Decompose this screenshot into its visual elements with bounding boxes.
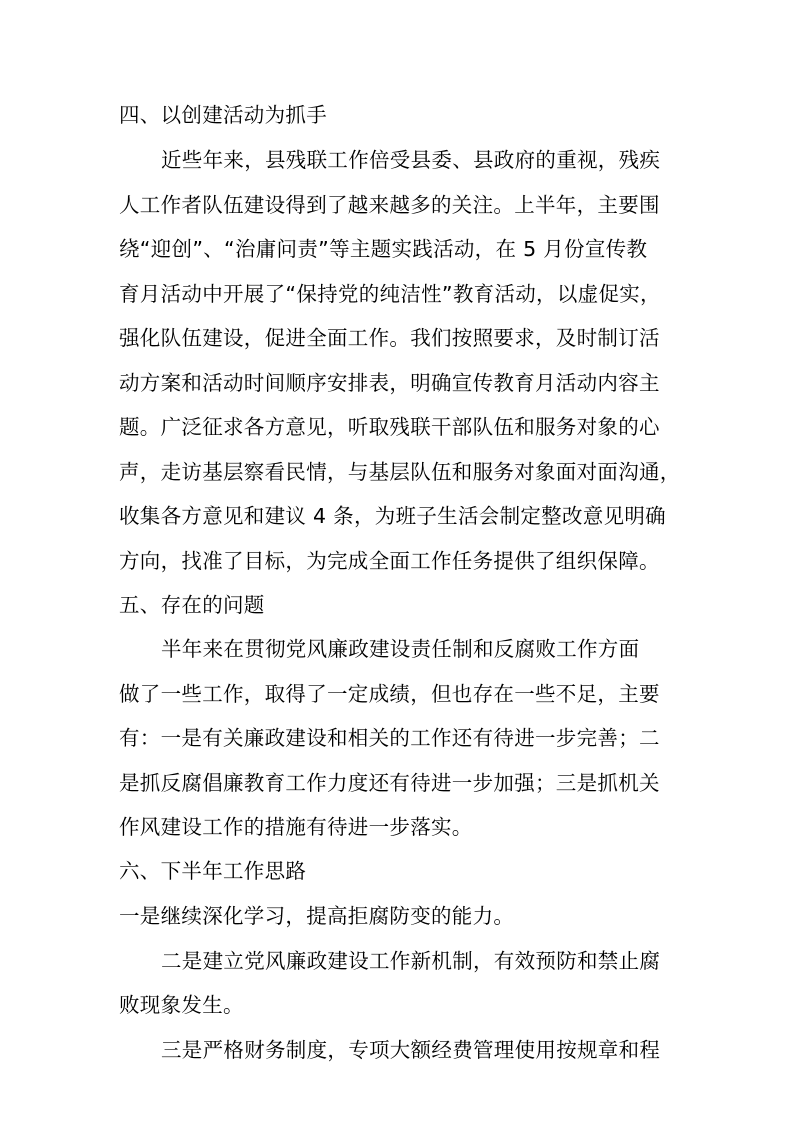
section-heading: 四、以创建活动为抓手 bbox=[119, 103, 327, 127]
paragraph-line: 动方案和活动时间顺序安排表，明确宣传教育月活动内容主 bbox=[119, 371, 660, 395]
paragraph-line: 二是建立党风廉政建设工作新机制，有效预防和禁止腐 bbox=[161, 949, 661, 973]
section-heading: 六、下半年工作思路 bbox=[119, 859, 307, 883]
paragraph-line: 声，走访基层察看民情，与基层队伍和服务对象面对面沟通， bbox=[119, 460, 681, 484]
paragraph-line: 题。广泛征求各方意见，听取残联干部队伍和服务对象的心 bbox=[119, 415, 660, 439]
paragraph-line: 强化队伍建设，促进全面工作。我们按照要求，及时制订活 bbox=[119, 326, 660, 350]
paragraph-line: 人工作者队伍建设得到了越来越多的关注。上半年，主要围 bbox=[119, 193, 660, 217]
paragraph-line: 做了一些工作，取得了一定成绩，但也存在一些不足，主要 bbox=[119, 682, 660, 706]
paragraph-line: 有：一是有关廉政建设和相关的工作还有待进一步完善；二 bbox=[119, 726, 660, 750]
paragraph-line: 三是严格财务制度，专项大额经费管理使用按规章和程 bbox=[161, 1038, 661, 1062]
paragraph-line: 绕“迎创”、“治庸问责”等主题实践活动，在 5 月份宣传教 bbox=[119, 237, 648, 261]
paragraph-line: 半年来在贯彻党风廉政建设责任制和反腐败工作方面 bbox=[161, 637, 640, 661]
paragraph-line: 是抓反腐倡廉教育工作力度还有待进一步加强；三是抓机关 bbox=[119, 771, 660, 795]
paragraph-line: 一是继续深化学习，提高拒腐防变的能力。 bbox=[119, 904, 515, 928]
paragraph-line: 近些年来，县残联工作倍受县委、县政府的重视，残疾 bbox=[161, 148, 661, 172]
section-heading: 五、存在的问题 bbox=[119, 593, 265, 617]
paragraph-line: 方向，找准了目标，为完成全面工作任务提供了组织保障。 bbox=[119, 549, 660, 573]
paragraph-line: 育月活动中开展了“保持党的纯洁性”教育活动，以虚促实， bbox=[119, 282, 661, 306]
paragraph-line: 作风建设工作的措施有待进一步落实。 bbox=[119, 815, 473, 839]
paragraph-line: 败现象发生。 bbox=[119, 993, 244, 1017]
paragraph-line: 收集各方意见和建议 4 条，为班子生活会制定整改意见明确 bbox=[119, 504, 666, 528]
